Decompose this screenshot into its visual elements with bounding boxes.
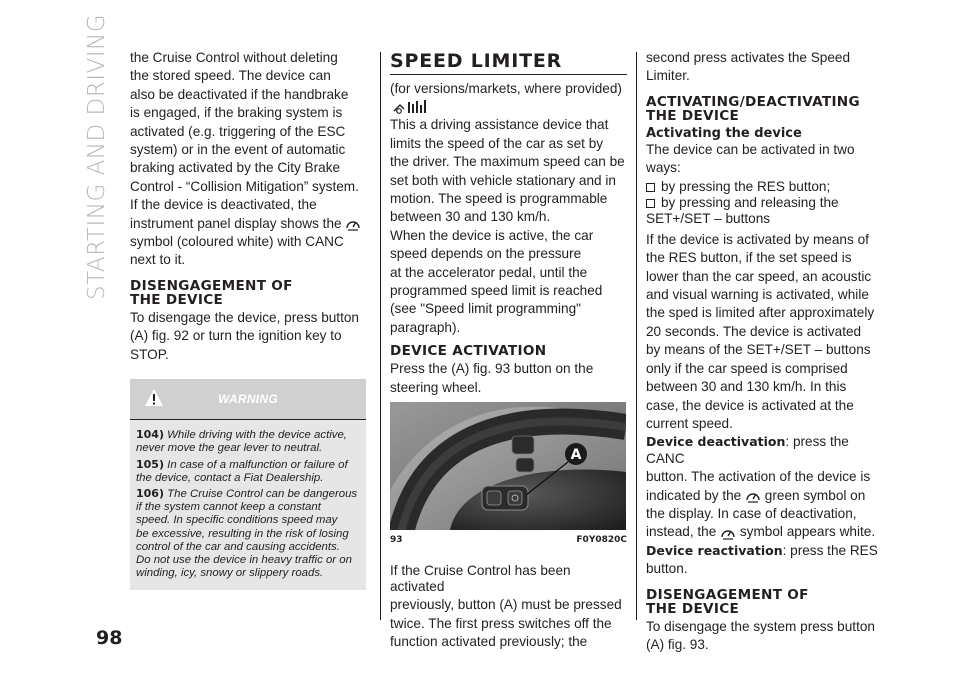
column-2 — [390, 50, 627, 653]
text-line: Control - “Collision Mitigation” system. — [130, 178, 359, 194]
heading-activating-deactivating — [646, 95, 886, 123]
section-heading-speed-limiter: SPEED LIMITER — [390, 50, 563, 72]
warning-number: 105) — [136, 457, 164, 471]
heading-device-activation: DEVICE ACTIVATION — [390, 343, 547, 360]
warning-text: if the system cannot keep a constant — [136, 501, 321, 514]
text-line: If the Cruise Control has been activated — [390, 562, 571, 594]
text-fragment: indicated by the — [646, 487, 742, 503]
text-line: second press activates the Speed — [646, 50, 851, 65]
warning-text: be excessive, resulting in the risk of losing — [136, 527, 349, 540]
text-line: by means of the SET+/SET – buttons — [646, 342, 871, 358]
warning-text: winding, icy, snowy or slippery roads. — [136, 567, 324, 580]
after-figure-paragraph — [390, 563, 627, 651]
column-divider-left — [380, 52, 381, 620]
text-line: the Cruise Control without deleting — [130, 50, 338, 65]
reactivation-label: Device reactivation — [646, 542, 783, 558]
figure-number: 93 — [390, 535, 403, 546]
text-line: When the device is active, the car — [390, 227, 594, 243]
text-fragment: instrument panel display shows the — [130, 215, 342, 231]
text-line: SET+/SET – buttons — [646, 211, 771, 227]
heading-rule — [390, 74, 627, 75]
heading-line: ACTIVATING/DEACTIVATING — [646, 93, 860, 110]
text-line: 20 seconds. The device is activated — [646, 323, 862, 339]
column-divider-right — [636, 52, 637, 620]
warning-label: WARNING — [217, 392, 279, 407]
text-line: programmed speed limit is reached — [390, 283, 603, 299]
text-line: next to it. — [130, 252, 186, 268]
warning-text: never move the gear lever to neutral. — [136, 442, 323, 455]
subheading-activating: Activating the device — [646, 125, 802, 141]
speed-limiter-icon — [345, 217, 361, 231]
warning-text: The Cruise Control can be dangerous — [167, 487, 358, 500]
description-paragraph — [390, 117, 627, 336]
text-line: ways: — [646, 160, 681, 176]
list-item — [646, 179, 886, 195]
text-line: speed depends on the pressure — [390, 246, 582, 262]
text-fragment: : press the RES — [782, 542, 878, 558]
text-line: the driver. The maximum speed can be — [390, 154, 625, 170]
text-line: twice. The first press switches off the — [390, 615, 612, 631]
page-number: 98 — [96, 627, 123, 649]
text-line: the stored speed. The device can — [130, 68, 331, 84]
text-line: If the device is activated by means of — [646, 231, 869, 247]
text-line: button. The activation of the device is — [646, 469, 871, 485]
text-line: To disengage the system press button — [646, 618, 875, 634]
heading-line: DISENGAGEMENT OF — [646, 586, 809, 603]
text-line: paragraph). — [390, 319, 461, 335]
column-3 — [646, 50, 886, 655]
text-line: button. — [646, 561, 688, 577]
text-line: the RES button, if the set speed is — [646, 250, 852, 266]
text-line: symbol (coloured white) with CANC — [130, 234, 344, 250]
text-line — [646, 543, 886, 559]
warning-text: In case of a malfunction or failure of — [167, 458, 348, 471]
text-line: (A) fig. 92 or turn the ignition key to — [130, 328, 342, 344]
text-line: Limiter. — [646, 68, 690, 84]
text-line — [130, 216, 366, 232]
text-line: steering wheel. — [390, 379, 482, 395]
optional-equipment-icon — [392, 99, 428, 115]
text-line: This a driving assistance device that — [390, 117, 609, 133]
figure-code: F0Y0820C — [576, 535, 627, 546]
text-line: case, the device is activated at the — [646, 397, 854, 413]
warning-text: Do not use the device in heavy traffic or on — [136, 553, 352, 566]
section-title-text: STARTING AND DRIVING — [84, 13, 110, 300]
text-fragment: : press the CANC — [646, 434, 849, 466]
list-item — [646, 195, 886, 211]
column-1 — [130, 50, 366, 590]
text-line — [646, 488, 886, 504]
bullet-box-icon — [646, 183, 655, 192]
steering-wheel-figure — [390, 402, 626, 530]
steering-wheel-illustration — [390, 402, 626, 530]
section-side-title — [80, 13, 120, 310]
text-line: STOP. — [130, 346, 169, 362]
list-item-text: by pressing the RES button; — [661, 178, 831, 194]
text-line: only if the car speed is comprised — [646, 360, 848, 376]
text-line: the sped is limited after approximately — [646, 305, 875, 321]
text-line: is engaged, if the braking system is — [130, 105, 343, 121]
deactivation-label: Device deactivation — [646, 434, 786, 450]
warning-item — [136, 458, 360, 485]
text-line: at the accelerator pedal, until the — [390, 264, 588, 280]
text-line: braking activated by the City Brake — [130, 160, 341, 176]
text-line — [646, 434, 886, 467]
text-line: between 30 and 130 km/h. In this — [646, 379, 847, 395]
heading-line: THE DEVICE — [646, 107, 740, 124]
text-line: system) or in the event of automatic — [130, 142, 346, 158]
speed-limiter-icon — [745, 489, 761, 503]
bullet-box-icon — [646, 199, 655, 208]
text-line: Press the (A) fig. 93 button on the — [390, 361, 594, 377]
text-line: limits the speed of the car as set by — [390, 135, 604, 151]
text-line: function activated previously; the — [390, 634, 588, 650]
warning-box — [130, 379, 366, 590]
heading-line: DISENGAGEMENT OF — [130, 277, 293, 294]
text-line: current speed. — [646, 415, 733, 431]
text-line: activated (e.g. triggering of the ESC — [130, 123, 346, 139]
text-line: To disengage the device, press button — [130, 309, 359, 325]
warning-text: the device, contact a Fiat Dealership. — [136, 471, 324, 484]
warning-number: 104) — [136, 428, 164, 442]
warning-text: control of the car and causing accidents. — [136, 540, 340, 553]
text-line: If the device is deactivated, the — [130, 197, 317, 213]
warning-item — [136, 487, 360, 580]
text-line: previously, button (A) must be pressed — [390, 597, 622, 613]
text-fragment: instead, the — [646, 524, 717, 540]
text-line — [646, 524, 886, 540]
text-line: (A) fig. 93. — [646, 636, 709, 652]
heading-disengagement — [646, 588, 886, 616]
res-paragraph — [646, 232, 886, 432]
text-line: (see "Speed limit programming" — [390, 301, 581, 317]
text-fragment: green symbol on — [764, 487, 866, 503]
warning-number: 106) — [136, 486, 164, 500]
text-line: motion. The speed is programmable — [390, 191, 608, 207]
warning-text: While driving with the device active, — [167, 429, 347, 442]
disengage-paragraph — [130, 310, 366, 363]
availability-note: (for versions/markets, where provided) — [390, 81, 622, 96]
heading-line: THE DEVICE — [130, 291, 224, 308]
speed-limiter-icon — [720, 526, 736, 540]
text-line: lower than the car speed, an acoustic — [646, 268, 872, 284]
text-line: The device can be activated in two — [646, 141, 855, 157]
warning-text: speed. In specific conditions speed may — [136, 514, 338, 527]
heading-disengagement — [130, 279, 366, 307]
intro-paragraph — [130, 50, 366, 269]
figure-caption — [390, 532, 627, 548]
text-line: and visual warning is activated, while — [646, 287, 869, 303]
text-line: between 30 and 130 km/h. — [390, 209, 551, 225]
figure-callout-label: A — [570, 447, 582, 464]
warning-item — [136, 428, 360, 455]
heading-line: THE DEVICE — [646, 600, 740, 617]
list-item-text: by pressing and releasing the — [661, 195, 839, 211]
text-line: also be deactivated if the handbrake — [130, 86, 349, 102]
text-line: set both with vehicle stationary and in — [390, 172, 616, 188]
warning-body — [130, 419, 366, 590]
text-line: the display. In case of deactivation, — [646, 505, 857, 521]
warning-header — [130, 379, 366, 419]
text-fragment: symbol appears white. — [739, 524, 876, 540]
